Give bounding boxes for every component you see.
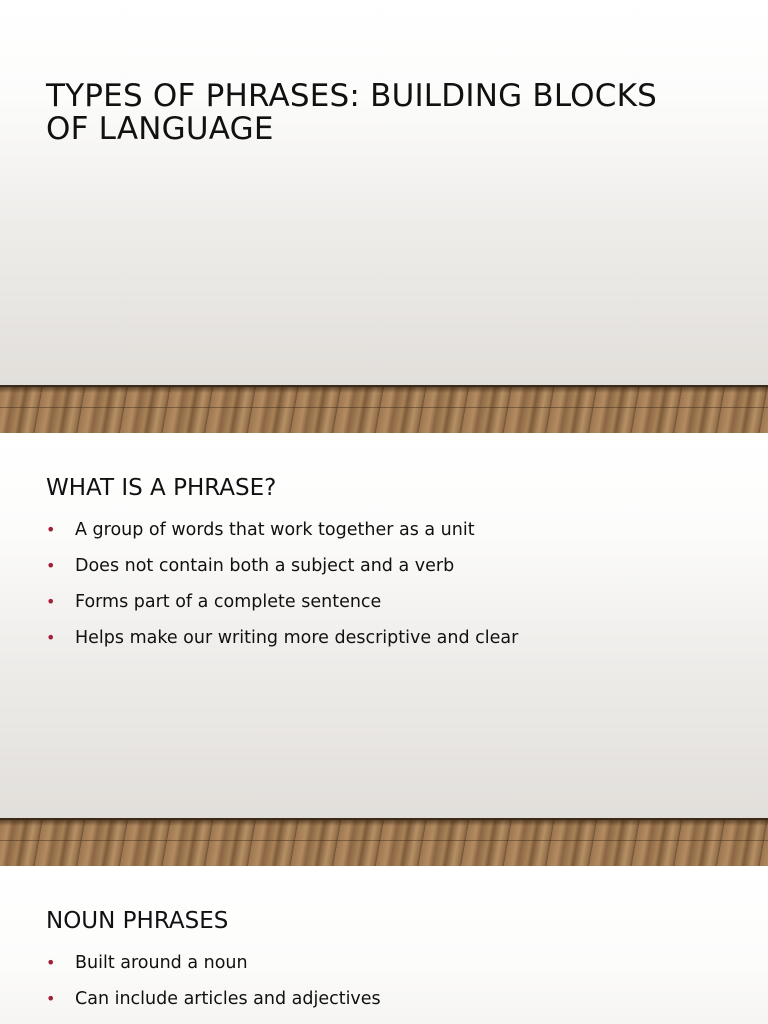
bullet-text: Does not contain both a subject and a verb: [75, 556, 455, 576]
bullet-text: A group of words that work together as a unit: [75, 520, 475, 540]
bullet-item: [46, 986, 726, 1022]
slide-heading: WHAT IS A PHRASE?: [46, 475, 277, 501]
bullet-item: [46, 517, 726, 553]
slide-background: [0, 0, 768, 385]
bullet-list: [46, 950, 726, 1022]
slide-noun-phrases: [0, 866, 768, 1024]
slide-title: [0, 0, 768, 433]
bullet-text: Forms part of a complete sentence: [75, 592, 382, 612]
bullet-text: Helps make our writing more descriptive and clear: [75, 628, 519, 648]
slide-title-text: TYPES OF PHRASES: BUILDING BLOCKS OF LANGUAGE: [46, 78, 658, 148]
bullet-text: Built around a noun: [75, 953, 248, 973]
bullet-item: [46, 589, 726, 625]
bullet-item: [46, 553, 726, 589]
bullet-icon: •: [46, 628, 56, 647]
bullet-icon: •: [46, 953, 56, 972]
bullet-icon: •: [46, 556, 56, 575]
bullet-item: [46, 625, 726, 661]
bullet-icon: •: [46, 520, 56, 539]
bullet-icon: •: [46, 989, 56, 1008]
bullet-list: [46, 517, 726, 661]
slide-what-is-a-phrase: [0, 433, 768, 866]
wood-floor-decoration: [0, 385, 768, 433]
bullet-item: [46, 950, 726, 986]
wood-floor-decoration: [0, 818, 768, 866]
slide-heading: NOUN PHRASES: [46, 908, 229, 934]
bullet-text: Can include articles and adjectives: [75, 989, 381, 1009]
bullet-icon: •: [46, 592, 56, 611]
